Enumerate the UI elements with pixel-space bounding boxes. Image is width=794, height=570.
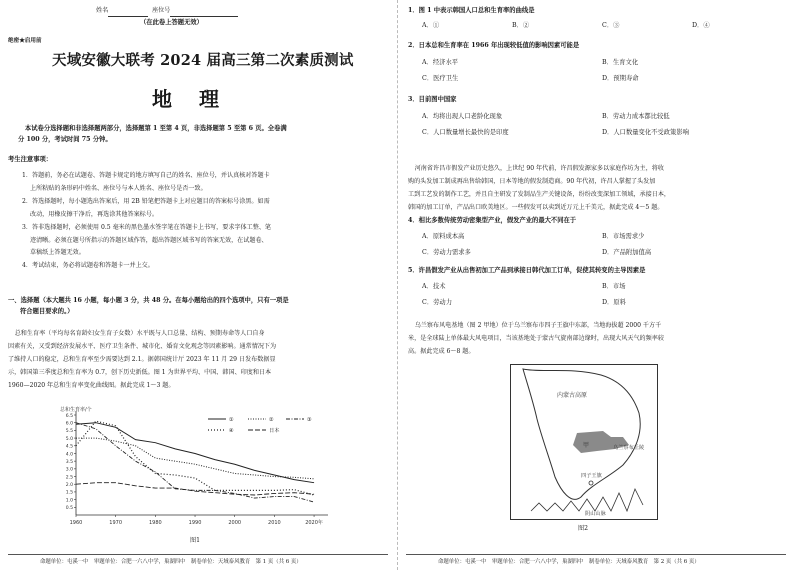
option: A．技术	[422, 282, 446, 290]
figure-1	[58, 405, 334, 531]
y-tick-label: 2.0	[65, 483, 73, 489]
yinshan-mountains	[531, 489, 643, 511]
notice: （在此卷上答题无效）	[140, 19, 203, 26]
option: A．原料成本高	[422, 232, 465, 240]
x-tick-label: 2010	[268, 520, 281, 526]
y-tick-label: 4.5	[65, 444, 73, 450]
passage-3	[408, 320, 790, 359]
x-tick-label: 1960	[69, 520, 83, 526]
x-tick-label: 1990	[188, 520, 202, 526]
section1-heading	[8, 296, 392, 317]
map-label: 阴山山脉	[585, 511, 606, 517]
option: D．人口数量变化不受政策影响	[602, 129, 689, 137]
passage-line: 河南省许昌市假发产业历史悠久，上世纪 90 年代前，许昌假发源家多以家庭作坊为主，将收	[414, 165, 664, 172]
question-5	[408, 266, 788, 309]
footer-left: 命题单位：屯溪一中 审题单位：合肥一六八中学，巢湖四中 制卷单位：天域泰风教育 第 1 页（共 6 页）	[40, 559, 302, 565]
question-3	[408, 95, 788, 139]
question-stem: 5．许昌假发产业从出售初加工产品到承接日韩代加工订单，促使其转变的主导因素是	[408, 267, 646, 274]
note-line: 2．答选择题时，每小题选出答案后，用 2B 铅笔把答题卡上对应题目的答案标号涂黑。如需	[22, 197, 270, 205]
options-row	[408, 58, 788, 69]
footer-right: 命题单位：屯溪一中 审题单位：合肥一六八中学，巢湖四中 制卷单位：天域泰风教育 第 2 页（共 6 页）	[438, 559, 700, 565]
passage-line: 高。据此完成 6～8 题。	[408, 347, 475, 355]
passage-line: 购的头发加工制成再出售给韩国，日本等地的假发制造商。90 年代初，许昌人掌握了头发加	[408, 177, 656, 185]
y-tick-label: 1.5	[65, 490, 73, 496]
y-tick-label: 3.0	[65, 467, 73, 473]
option: B．生育文化	[602, 58, 639, 66]
footer-divider	[406, 554, 786, 555]
y-tick-label: 4.0	[65, 452, 73, 458]
notes-title: 考生注意事项：	[8, 156, 53, 163]
option: C．医疗卫生	[422, 75, 459, 83]
y-tick-label: 1.0	[65, 498, 73, 504]
question-stem: 2．日本总和生育率在 1966 年出现较低值的影响因素可能是	[408, 42, 580, 49]
option: A．经济水平	[422, 58, 459, 66]
name-label: 姓名	[96, 7, 109, 14]
passage-line: 米，是全球陆上单体最大风电项目，当该基地处于蒙古气旋南部边缘时，出现大风天气的频率较	[408, 334, 664, 342]
series-line	[76, 423, 314, 502]
options-row	[408, 74, 788, 85]
section1-line-2: 符合题目要求的。）	[20, 307, 74, 315]
y-tick-label: 6.5	[65, 413, 73, 419]
passage-line: 乌兰察布风电基地（图 2 甲地）位于乌兰察布市四子王旗中东部，当地海拔超 2000 千方千	[414, 322, 662, 329]
note-line: 3．答非选择题时，必须使用 0.5 毫米的黑色墨水签字笔在答题卡上书写，要求字体工整、笔	[22, 223, 272, 231]
passage-line: 工到工艺发的制作工艺，并且自主研发了发制品生产关键设备，纷纷改变深加工领域，承接日本，	[408, 190, 671, 198]
note-line: 改动，用橡皮擦干净后，再选涂其他答案标号。	[30, 210, 158, 218]
subject-title: 地 理	[152, 87, 229, 111]
secret-mark: 绝密★启用前	[8, 38, 42, 44]
exam-title: 天域安徽大联考 2024 届高三第二次素质测试	[52, 52, 354, 69]
options-row	[408, 128, 788, 139]
passage-line: 了维持人口的稳定，总和生育率至少需要达到 2.1。据韩国统计厅 2023 年 11 月 29 日发布数据显	[8, 355, 276, 363]
map-label: 乌兰察布丘陵	[613, 445, 645, 451]
options-row	[408, 298, 788, 309]
seat-blank	[170, 9, 238, 17]
option: C．劳动力	[422, 299, 453, 307]
x-tick-label: 1980	[148, 520, 162, 526]
option: A．①	[422, 21, 440, 29]
passage-2	[408, 163, 790, 215]
name-seat-line	[96, 6, 238, 17]
fertility-chart	[58, 405, 334, 531]
footer-divider	[8, 554, 388, 555]
figure-2-map	[510, 364, 658, 520]
map-label: 甲	[583, 442, 590, 449]
y-axis-label: 总和生育率/个	[60, 407, 92, 413]
name-blank	[108, 9, 148, 17]
intro-line-1: 本试卷分选择题和非选择题两部分，选择题第 1 至第 4 页，非选择题第 5 至第 6 页。全卷满	[24, 125, 287, 132]
options-row	[408, 112, 788, 123]
option: C．③	[602, 21, 620, 29]
legend-label: ④	[229, 428, 234, 434]
figure-2-caption: 图2	[578, 525, 588, 532]
legend-label: 日本	[269, 428, 280, 434]
option: B．②	[512, 21, 530, 29]
intro	[18, 124, 390, 145]
figure-1-caption: 图1	[190, 537, 200, 544]
note-line: 4．考试结束，务必将试题卷和答题卡一并上交。	[22, 262, 154, 270]
y-tick-label: 5.5	[65, 429, 73, 435]
note-line: 1．答题前，务必在试题卷、答题卡规定的地方填写自己的姓名、座位号，并认真核对答题卡	[22, 172, 270, 179]
note-line: 草稿纸上答题无效。	[30, 249, 85, 257]
x-tick-label: 2000	[228, 520, 242, 526]
option: D．产品附加值高	[602, 249, 652, 257]
options-row	[408, 282, 788, 293]
y-tick-label: 2.5	[65, 475, 73, 481]
intro-line-2: 分 100 分，考试时间 75 分钟。	[18, 135, 112, 143]
legend-label: ①	[229, 417, 234, 423]
siziwang-banner-point	[589, 481, 593, 485]
passage-line: 1960—2020 年总和生育率变化曲线图。据此完成 1～3 题。	[8, 381, 175, 389]
x-tick-label: 2020年	[305, 520, 323, 526]
passage-line: 示，韩国第三季度总和生育率为 0.7，创下历史新低。图 1 为世界平均、中国、韩国、印度和日本	[8, 368, 272, 376]
option: D．④	[692, 21, 710, 29]
note-line: 迹清晰。必须在题号所指示的答题区域作答，超出答题区域书写的答案无效，在试题卷、	[30, 236, 268, 244]
y-tick-label: 0.5	[65, 506, 73, 512]
passage-line: 因素有关，又受到经济发展水平、医疗卫生条件、城市化、婚育文化观念等因素影响。通常情况下为	[8, 342, 277, 350]
page-right	[397, 0, 794, 570]
question-stem: 1．图 1 中表示韩国人口总和生育率的曲线是	[408, 7, 535, 14]
options-row	[408, 232, 788, 243]
legend-label: ②	[269, 417, 274, 423]
notes-list	[22, 170, 390, 273]
note-line: 上所粘贴的条形码中姓名、座位号与本人姓名、座位号是否一致。	[30, 184, 207, 192]
series-line	[76, 483, 314, 495]
series-line	[76, 438, 314, 479]
question-1	[408, 6, 788, 31]
y-tick-label: 3.5	[65, 459, 73, 465]
option: C．劳动力需求多	[422, 249, 471, 257]
option: D．预期寿命	[602, 75, 639, 83]
y-tick-label: 6.0	[65, 421, 73, 427]
options-row	[408, 248, 788, 259]
passage-line: 总和生育率（平均每名育龄妇女生育子女数）水平既与人口总量、结构、预期寿命等人口自身	[14, 330, 265, 337]
map-svg	[511, 365, 657, 519]
option: A．均将出现人口老龄化现象	[422, 112, 503, 120]
map-label: 内蒙古高原	[557, 392, 588, 399]
option: B．劳动力成本都比较低	[602, 112, 670, 120]
question-2	[408, 41, 788, 85]
option: B．市场需求少	[602, 232, 645, 240]
question-4	[408, 216, 788, 259]
x-tick-label: 1970	[109, 520, 123, 526]
section1-line-1: 一、选择题（本大题共 16 小题，每小题 3 分，共 48 分。在每小题给出的四个选项中，只有一项是	[8, 297, 289, 304]
map-label: 四子王旗	[581, 473, 602, 479]
passage-line: 韩国的加工订单，产品出口欧美地区。一些假发可以卖到近万元上千美元，据此完成 4～5 题。	[408, 203, 664, 211]
question-stem: 3．目前图中国家	[408, 96, 457, 103]
passage-1	[8, 328, 394, 393]
option: B．市场	[602, 282, 626, 290]
question-stem: 4．相比多数传统劳动密集型产业，假发产业的最大不同在于	[408, 217, 577, 224]
seat-label: 座位号	[152, 7, 171, 14]
option: D．原料	[602, 299, 626, 307]
legend-label: ③	[307, 417, 312, 423]
options-row	[408, 21, 788, 32]
y-tick-label: 5.0	[65, 436, 73, 442]
option: C．人口数量增长最快的是印度	[422, 129, 509, 137]
